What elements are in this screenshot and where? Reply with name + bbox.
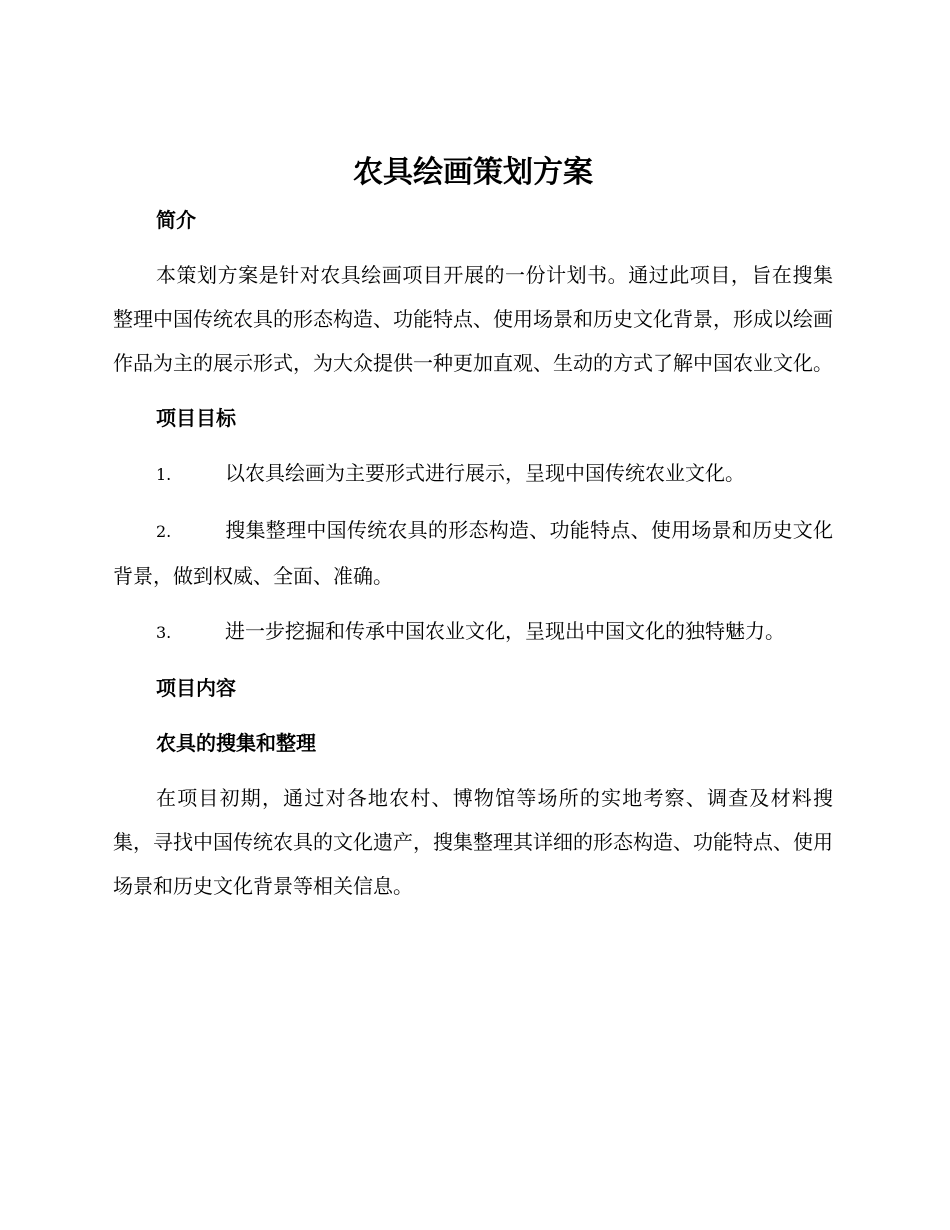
goal-text: 以农具绘画为主要形式进行展示，呈现中国传统农业文化。: [225, 461, 745, 485]
goal-item-3: [113, 609, 833, 655]
content-subheading: 农具的搜集和整理: [156, 731, 316, 755]
goal-text: 搜集整理中国传统农具的形态构造、功能特点、使用场景和历史文化背景，做到权威、全面、准确。: [113, 518, 833, 588]
document-body: [113, 148, 833, 919]
intro-heading: 简介: [156, 208, 196, 232]
page-title: 农具绘画策划方案: [353, 155, 593, 190]
goal-number: 3.: [156, 623, 172, 642]
content-paragraph: 在项目初期，通过对各地农村、博物馆等场所的实地考察、调查及材料搜集，寻找中国传统农具的文化遗产，搜集整理其详细的形态构造、功能特点、使用场景和历史文化背景等相关信息。: [113, 786, 833, 898]
intro-paragraph: 本策划方案是针对农具绘画项目开展的一份计划书。通过此项目，旨在搜集整理中国传统农具的形态构造、功能特点、使用场景和历史文化背景，形成以绘画作品为主的展示形式，为大众提供一种更加直观、生动的方式了解中国农业文化。: [113, 263, 833, 375]
goal-text: 进一步挖掘和传承中国农业文化，呈现出中国文化的独特魅力。: [225, 619, 785, 643]
goals-heading: 项目目标: [156, 406, 236, 430]
goal-number: 1.: [156, 465, 172, 484]
content-heading: 项目内容: [156, 676, 236, 700]
goal-number: 2.: [156, 522, 172, 541]
goal-item-1: [113, 451, 833, 497]
goal-item-2: [113, 508, 833, 598]
